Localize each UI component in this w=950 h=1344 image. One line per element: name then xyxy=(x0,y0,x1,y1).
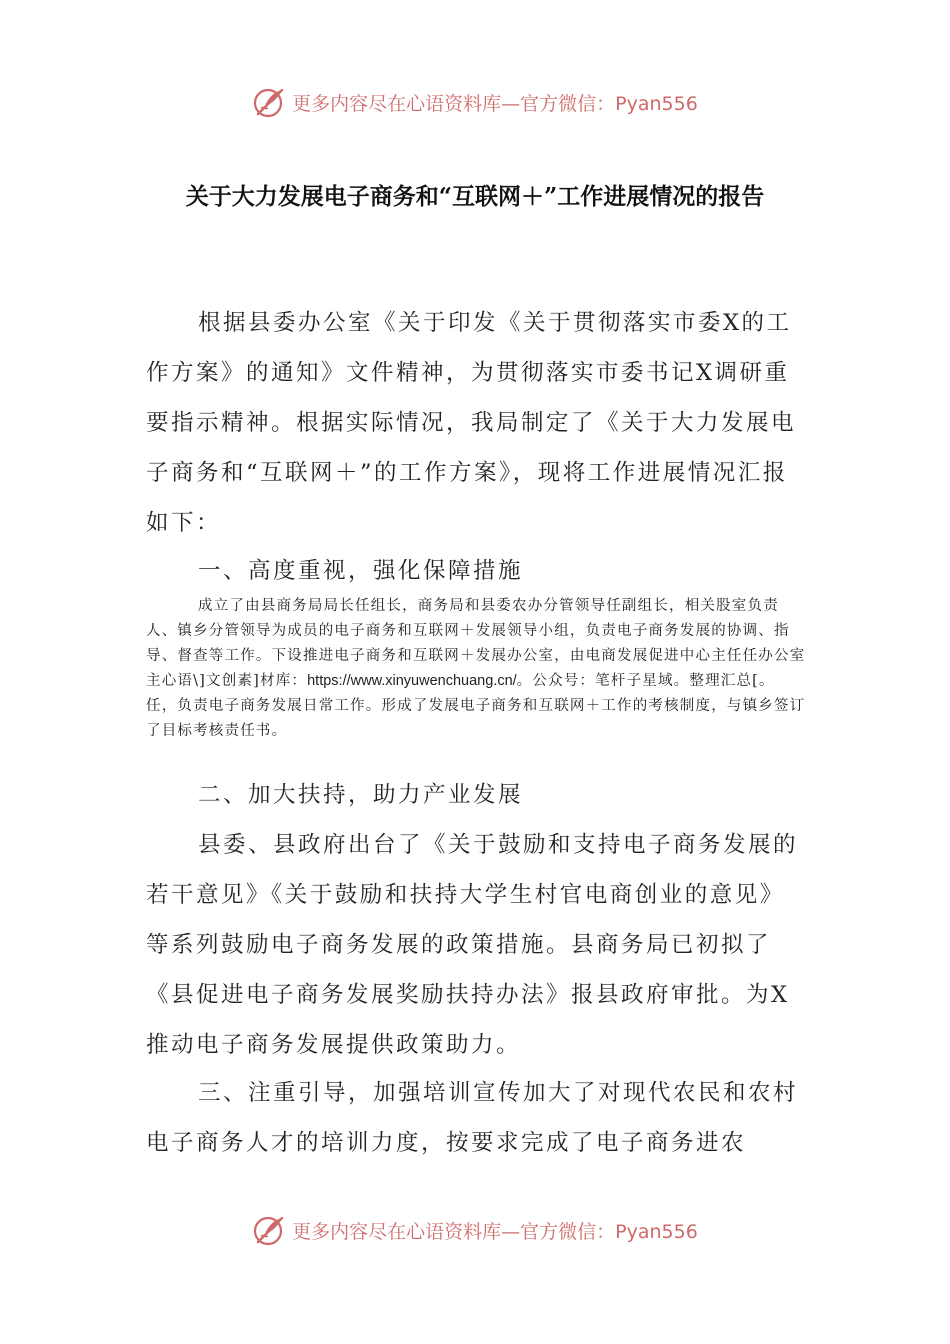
section-1-body: 成立了由县商务局局长任组长，商务局和县委农办分管领导任副组长，相关股室负责人、镇乡分管领导为成员的电子商务和互联网＋发展领导小组，负责电子商务发展的协调、指导、督查等工作。下设推进电子商务和互联网＋发展办公室，由电商发展促进中心主任任办公室主心语\]文创素]材库：https://www.xinyuwenchuang.cn/。公众号：笔杆子星域。整理汇总[。任，负责电子商务发展日常工作。形成了发展电子商务和互联网＋工作的考核制度，与镇乡签订了目标考核责任书。 xyxy=(146,598,806,739)
wechat-id: Pyan556 xyxy=(615,1220,698,1243)
wechat-id: Pyan556 xyxy=(615,92,698,115)
document-title: 关于大力发展电子商务和“互联网＋”工作进展情况的报告 xyxy=(185,183,765,210)
watermark-text: 更多内容尽在心语资料库—官方微信：Pyan556 xyxy=(292,1220,698,1243)
watermark-text: 更多内容尽在心语资料库—官方微信：Pyan556 xyxy=(292,92,698,115)
section-1-heading: 一、高度重视，强化保障措施 xyxy=(198,558,524,584)
section-3-body: 三、注重引导，加强培训宣传加大了对现代农民和农村电子商务人才的培训力度，按要求完成了电子商务进农 xyxy=(146,1080,799,1156)
quill-logo-icon xyxy=(252,84,288,120)
section-2-body: 县委、县政府出台了《关于鼓励和支持电子商务发展的若干意见》《关于鼓励和扶持大学生村官电商创业的意见》等系列鼓励电子商务发展的政策措施。县商务局已初拟了《县促进电子商务发展奖励扶持办法》报县政府审批。为X推动电子商务发展提供政策助力。 xyxy=(146,832,799,1058)
quill-logo-icon xyxy=(252,1212,288,1248)
watermark-banner-top xyxy=(0,84,950,124)
watermark-banner-bottom xyxy=(0,1212,950,1252)
intro-paragraph: 根据县委办公室《关于印发《关于贯彻落实市委X的工作方案》的通知》文件精神，为贯彻落实市委书记X调研重要指示精神。根据实际情况，我局制定了《关于大力发展电子商务和“互联网＋”的工作方案》，现将工作进展情况汇报如下： xyxy=(146,310,797,536)
source-url: https://www.xinyuwenchuang.cn/ xyxy=(307,673,517,689)
section-2-heading: 二、加大扶持，助力产业发展 xyxy=(198,782,524,808)
